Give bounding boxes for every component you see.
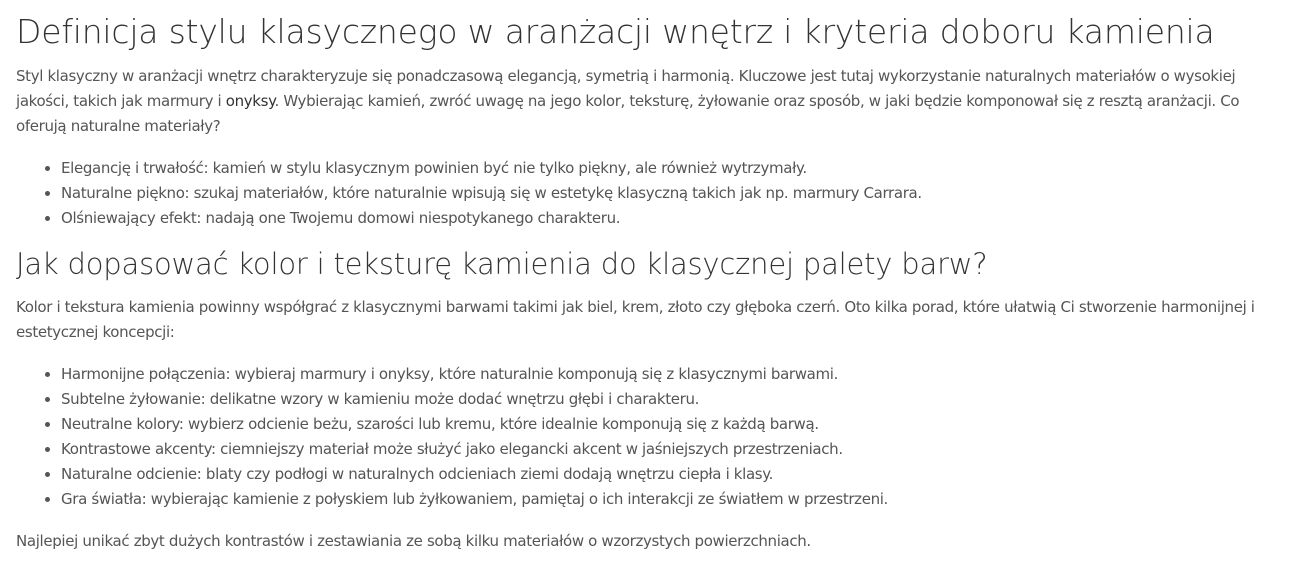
list-item: • Gra światła: wybierając kamienie z połyskiem lub żyłkowaniem, pamiętaj o ich interakcji ze światłem w przestrzeni. — [61, 487, 1287, 512]
list-item: • Kontrastowe akcenty: ciemniejszy materiał może służyć jako elegancki akcent w jaśniejszych przestrzeniach. — [61, 437, 1287, 462]
list-item: • Naturalne piękno: szukaj materiałów, które naturalnie wpisują się w estetykę klasyczną takich jak np. marmury Carrara. — [61, 181, 1287, 206]
intro-paragraph — [16, 64, 1287, 139]
color-tips-list — [16, 362, 1287, 512]
intro-text-after: . Wybierając kamień, zwróć uwagę na jego kolor, teksturę, żyłowanie oraz sposób, w jaki będzie komponował się z resztą aranżacji. Co oferują naturalne materiały? — [16, 92, 1240, 135]
stone-benefits-list — [16, 156, 1287, 231]
list-item: • Harmonijne połączenia: wybieraj marmury i onyksy, które naturalnie komponują się z klasycznymi barwami. — [61, 362, 1287, 387]
intro-text-before: Styl klasyczny w aranżacji wnętrz charakteryzuje się ponadczasową elegancją, symetrią i harmonią. Kluczowe jest tutaj wykorzystanie naturalnych materiałów o wysokiej jakości, takich jak marmury i — [16, 67, 1236, 110]
list-item: • Neutralne kolory: wybierz odcienie beżu, szarości lub kremu, które idealnie komponują się z każdą barwą. — [61, 412, 1287, 437]
onyx-link[interactable]: onyksy — [225, 92, 275, 110]
color-texture-paragraph: Kolor i tekstura kamienia powinny współgrać z klasycznymi barwami takimi jak biel, krem, złoto czy głęboka czerń. Oto kilka porad, które ułatwią Ci stworzenie harmonijnej i estetycznej koncepcji: — [16, 298, 1255, 341]
list-item: • Naturalne odcienie: blaty czy podłogi w naturalnych odcieniach ziemi dodają wnętrzu ciepła i klasy. — [61, 462, 1287, 487]
section-heading-color-texture: Jak dopasować kolor i teksturę kamienia do klasycznej palety barw? — [16, 247, 988, 281]
section-heading-classic-style: Definicja stylu klasycznego w aranżacji wnętrz i kryteria doboru kamienia — [16, 12, 1215, 51]
list-item: • Olśniewający efekt: nadają one Twojemu domowi niespotykanego charakteru. — [61, 206, 1287, 231]
list-item: • Elegancję i trwałość: kamień w stylu klasycznym powinien być nie tylko piękny, ale również wytrzymały. — [61, 156, 1287, 181]
list-item: • Subtelne żyłowanie: delikatne wzory w kamieniu może dodać wnętrzu głębi i charakteru. — [61, 387, 1287, 412]
closing-paragraph: Najlepiej unikać zbyt dużych kontrastów i zestawiania ze sobą kilku materiałów o wzorzystych powierzchniach. — [16, 532, 811, 550]
